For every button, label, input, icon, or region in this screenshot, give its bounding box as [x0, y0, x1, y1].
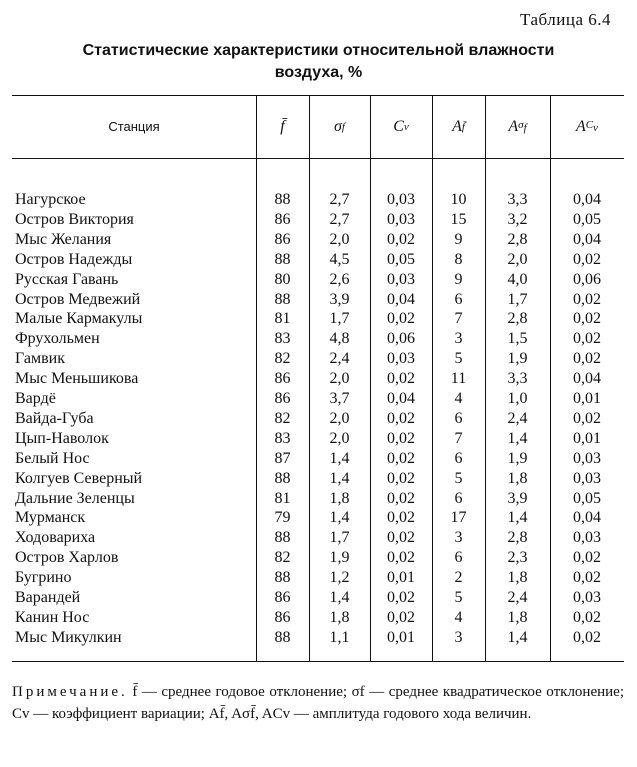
header-sigma-sub: f: [341, 120, 345, 133]
station-name: Остров Харлов: [15, 549, 119, 567]
cell-acv: 0,04: [573, 509, 601, 527]
cell-af: 11: [450, 370, 467, 388]
cell-f: 79: [274, 509, 291, 527]
cell-asigma: 2,8: [507, 529, 528, 547]
table-row: [0, 489, 637, 509]
cell-acv: 0,06: [573, 270, 601, 288]
cell-sigma: 2,0: [329, 370, 350, 388]
cell-acv: 0,02: [573, 290, 601, 308]
table-row: [0, 508, 637, 528]
cell-sigma: 1,4: [329, 509, 350, 527]
cell-asigma: 1,9: [507, 449, 528, 467]
table-row: [0, 628, 637, 648]
cell-sigma: 1,7: [329, 529, 350, 547]
cell-asigma: 1,4: [507, 429, 528, 447]
cell-sigma: 2,6: [329, 270, 350, 288]
cell-f: 81: [274, 489, 291, 507]
cell-sigma: 2,0: [329, 409, 350, 427]
table-row: [0, 548, 637, 568]
header-rule: [12, 158, 624, 159]
cell-asigma: 3,2: [507, 210, 528, 228]
cell-af: 7: [454, 310, 463, 328]
cell-f: 88: [274, 569, 291, 587]
cell-acv: 0,02: [573, 608, 601, 626]
station-name: Бугрино: [15, 569, 72, 587]
cell-asigma: 1,0: [507, 390, 528, 407]
cell-acv: 0,04: [573, 191, 601, 208]
table-row: [0, 309, 637, 329]
cell-f: 88: [274, 469, 291, 487]
station-name: Варандей: [15, 589, 81, 606]
table-row: [0, 250, 637, 270]
cell-cv: 0,02: [387, 608, 415, 626]
station-name: Нагурское: [15, 191, 86, 208]
header-amp-mean-sub: f̄: [461, 120, 465, 133]
cell-af: 17: [450, 509, 467, 527]
header-amp-cv-sub: C: [585, 118, 594, 131]
header-amp-cv-symbol: A: [575, 117, 586, 135]
cell-cv: 0,02: [387, 310, 415, 328]
cell-f: 82: [274, 350, 291, 368]
cell-cv: 0,03: [387, 210, 415, 228]
bottom-rule: [12, 661, 624, 662]
cell-asigma: 3,3: [507, 191, 528, 208]
cell-af: 2: [454, 569, 463, 587]
cell-af: 5: [454, 589, 463, 606]
cell-asigma: 1,5: [507, 330, 528, 348]
cell-af: 6: [454, 489, 463, 507]
cell-f: 88: [274, 529, 291, 547]
station-name: Фрухольмен: [15, 330, 100, 348]
cell-asigma: 1,8: [507, 469, 528, 487]
cell-acv: 0,02: [573, 549, 601, 567]
table-note: [12, 681, 624, 725]
cell-asigma: 1,8: [507, 569, 528, 587]
cell-cv: 0,02: [387, 529, 415, 547]
station-name: Малые Кармакулы: [15, 310, 143, 328]
table-row: [0, 588, 637, 608]
cell-cv: 0,03: [387, 270, 415, 288]
note-lead: Примечание.: [12, 684, 128, 700]
station-name: Мыс Желания: [15, 230, 112, 248]
cell-f: 88: [274, 628, 291, 646]
station-name: Русская Гавань: [15, 270, 119, 288]
table-row: [0, 369, 637, 389]
cell-sigma: 3,7: [329, 390, 350, 407]
station-name: Цып-Наволок: [15, 429, 109, 447]
cell-cv: 0,02: [387, 469, 415, 487]
cell-f: 80: [274, 270, 291, 288]
cell-f: 86: [274, 390, 291, 407]
cell-sigma: 4,5: [329, 250, 350, 268]
cell-sigma: 2,0: [329, 230, 350, 248]
header-sigma: [309, 95, 370, 158]
cell-f: 88: [274, 250, 291, 268]
station-name: Остров Виктория: [15, 210, 134, 228]
cell-asigma: 2,8: [507, 310, 528, 328]
cell-acv: 0,03: [573, 469, 601, 487]
cell-sigma: 1,8: [329, 489, 350, 507]
title-line-2: воздуха, %: [274, 64, 363, 81]
header-amp-cv-subsub: v: [593, 122, 598, 135]
cell-af: 4: [454, 390, 463, 407]
cell-cv: 0,04: [387, 290, 415, 308]
cell-f: 82: [274, 549, 291, 567]
cell-asigma: 1,8: [507, 608, 528, 626]
cell-af: 3: [454, 628, 463, 646]
cell-cv: 0,02: [387, 489, 415, 507]
cell-acv: 0,01: [573, 390, 601, 407]
cell-sigma: 1,7: [329, 310, 350, 328]
cell-cv: 0,02: [387, 449, 415, 467]
cell-f: 86: [274, 230, 291, 248]
cell-asigma: 2,0: [507, 250, 528, 268]
cell-cv: 0,04: [387, 390, 415, 407]
cell-cv: 0,02: [387, 429, 415, 447]
station-name: Мыс Меньшикова: [15, 370, 139, 388]
header-amp-sigma: [485, 95, 550, 158]
header-amp-sigma-sub: σ: [518, 118, 524, 131]
cell-acv: 0,03: [573, 449, 601, 467]
cell-acv: 0,04: [573, 230, 601, 248]
cell-sigma: 1,4: [329, 589, 350, 606]
header-mean-symbol: f̄: [280, 117, 285, 135]
table-row: [0, 409, 637, 429]
cell-acv: 0,02: [573, 330, 601, 348]
cell-af: 6: [454, 449, 463, 467]
header-amp-cv: [550, 95, 624, 158]
cell-af: 4: [454, 608, 463, 626]
cell-asigma: 1,4: [507, 628, 528, 646]
cell-cv: 0,02: [387, 509, 415, 527]
cell-f: 82: [274, 409, 291, 427]
header-amp-sigma-subsub: f: [523, 122, 527, 135]
station-name: Мурманск: [15, 509, 86, 527]
cell-sigma: 1,8: [329, 608, 350, 626]
note-text: f̄ — среднее годовое отклонение; σf — среднее квадратическое отклонение; Cv — коэффициент вариации; Af̄, Aσf̄, ACv — амплитуда годового хода величин.: [12, 684, 624, 722]
title-line-1: Статистические характеристики относительной влажности: [82, 42, 555, 59]
cell-f: 83: [274, 429, 291, 447]
header-station: Станция: [108, 119, 160, 134]
cell-sigma: 2,7: [329, 210, 350, 228]
table-row: [0, 290, 637, 310]
cell-cv: 0,02: [387, 409, 415, 427]
cell-asigma: 3,3: [507, 370, 528, 388]
table-row: [0, 469, 637, 489]
table-row: [0, 210, 637, 230]
table-row: [0, 389, 637, 409]
cell-af: 9: [454, 230, 463, 248]
table-title: [0, 40, 637, 84]
cell-cv: 0,05: [387, 250, 415, 268]
header-cv: [370, 95, 432, 158]
cell-cv: 0,02: [387, 589, 415, 606]
cell-sigma: 1,9: [329, 549, 350, 567]
cell-af: 6: [454, 290, 463, 308]
cell-acv: 0,02: [573, 250, 601, 268]
station-name: Остров Медвежий: [15, 290, 141, 308]
cell-asigma: 2,4: [507, 409, 528, 427]
cell-f: 86: [274, 589, 291, 606]
cell-f: 81: [274, 310, 291, 328]
cell-f: 87: [274, 449, 291, 467]
cell-asigma: 2,8: [507, 230, 528, 248]
cell-af: 6: [454, 549, 463, 567]
cell-af: 8: [454, 250, 463, 268]
cell-f: 83: [274, 330, 291, 348]
cell-acv: 0,02: [573, 569, 601, 587]
cell-acv: 0,02: [573, 409, 601, 427]
cell-asigma: 3,9: [507, 489, 528, 507]
station-name: Вайда-Губа: [15, 409, 94, 427]
table-row: [0, 270, 637, 290]
cell-sigma: 2,4: [329, 350, 350, 368]
cell-f: 86: [274, 210, 291, 228]
cell-af: 9: [454, 270, 463, 288]
cell-acv: 0,03: [573, 589, 601, 606]
cell-f: 86: [274, 608, 291, 626]
cell-acv: 0,05: [573, 489, 601, 507]
cell-af: 5: [454, 350, 463, 368]
cell-sigma: 2,0: [329, 429, 350, 447]
table-row: [0, 230, 637, 250]
cell-f: 88: [274, 290, 291, 308]
cell-af: 3: [454, 330, 463, 348]
cell-asigma: 1,7: [507, 290, 528, 308]
station-name: Белый Нос: [15, 449, 90, 467]
cell-sigma: 3,9: [329, 290, 350, 308]
header-amp-mean-symbol: A: [452, 117, 462, 135]
table-row: [0, 349, 637, 369]
cell-af: 5: [454, 469, 463, 487]
header-amp-sigma-symbol: A: [508, 117, 519, 135]
cell-f: 86: [274, 370, 291, 388]
cell-af: 15: [450, 210, 467, 228]
station-name: Колгуев Северный: [15, 469, 143, 487]
station-name: Дальние Зеленцы: [15, 489, 135, 507]
cell-asigma: 1,9: [507, 350, 528, 368]
cell-cv: 0,02: [387, 370, 415, 388]
cell-sigma: 1,4: [329, 469, 350, 487]
header-sigma-symbol: σ: [334, 117, 342, 135]
cell-cv: 0,01: [387, 628, 415, 646]
cell-sigma: 1,2: [329, 569, 350, 587]
cell-asigma: 2,4: [507, 589, 528, 606]
station-name: Ходовариха: [15, 529, 96, 547]
cell-acv: 0,02: [573, 310, 601, 328]
station-name: Канин Нос: [15, 608, 90, 626]
cell-acv: 0,02: [573, 350, 601, 368]
cell-sigma: 1,4: [329, 449, 350, 467]
cell-af: 10: [450, 191, 467, 208]
station-name: Остров Надежды: [15, 250, 133, 268]
table-row: [0, 608, 637, 628]
cell-sigma: 1,1: [329, 628, 350, 646]
cell-af: 6: [454, 409, 463, 427]
header-mean: [256, 95, 309, 158]
table-row: [0, 568, 637, 588]
cell-cv: 0,02: [387, 230, 415, 248]
header-cv-sub: v: [403, 120, 409, 133]
cell-f: 88: [274, 191, 291, 208]
cell-cv: 0,03: [387, 350, 415, 368]
cell-asigma: 1,4: [507, 509, 528, 527]
cell-cv: 0,02: [387, 549, 415, 567]
cell-sigma: 2,7: [329, 191, 350, 208]
header-cv-symbol: C: [393, 117, 404, 135]
table-row: [0, 429, 637, 449]
cell-acv: 0,02: [573, 628, 601, 646]
table-number-label: Таблица 6.4: [520, 10, 611, 29]
station-name: Вардё: [15, 390, 56, 407]
cell-acv: 0,03: [573, 529, 601, 547]
cell-sigma: 4,8: [329, 330, 350, 348]
cell-asigma: 2,3: [507, 549, 528, 567]
cell-cv: 0,03: [387, 191, 415, 208]
header-amp-mean: [432, 95, 485, 158]
cell-cv: 0,06: [387, 330, 415, 348]
station-name: Гамвик: [15, 350, 65, 368]
station-name: Мыс Микулкин: [15, 628, 122, 646]
table-row: [0, 329, 637, 349]
table-row: [0, 449, 637, 469]
cell-acv: 0,05: [573, 210, 601, 228]
cell-asigma: 4,0: [507, 270, 528, 288]
cell-cv: 0,01: [387, 569, 415, 587]
cell-af: 7: [454, 429, 463, 447]
table-row: [0, 190, 637, 210]
table-row: [0, 528, 637, 548]
cell-af: 3: [454, 529, 463, 547]
cell-acv: 0,04: [573, 370, 601, 388]
cell-acv: 0,01: [573, 429, 601, 447]
